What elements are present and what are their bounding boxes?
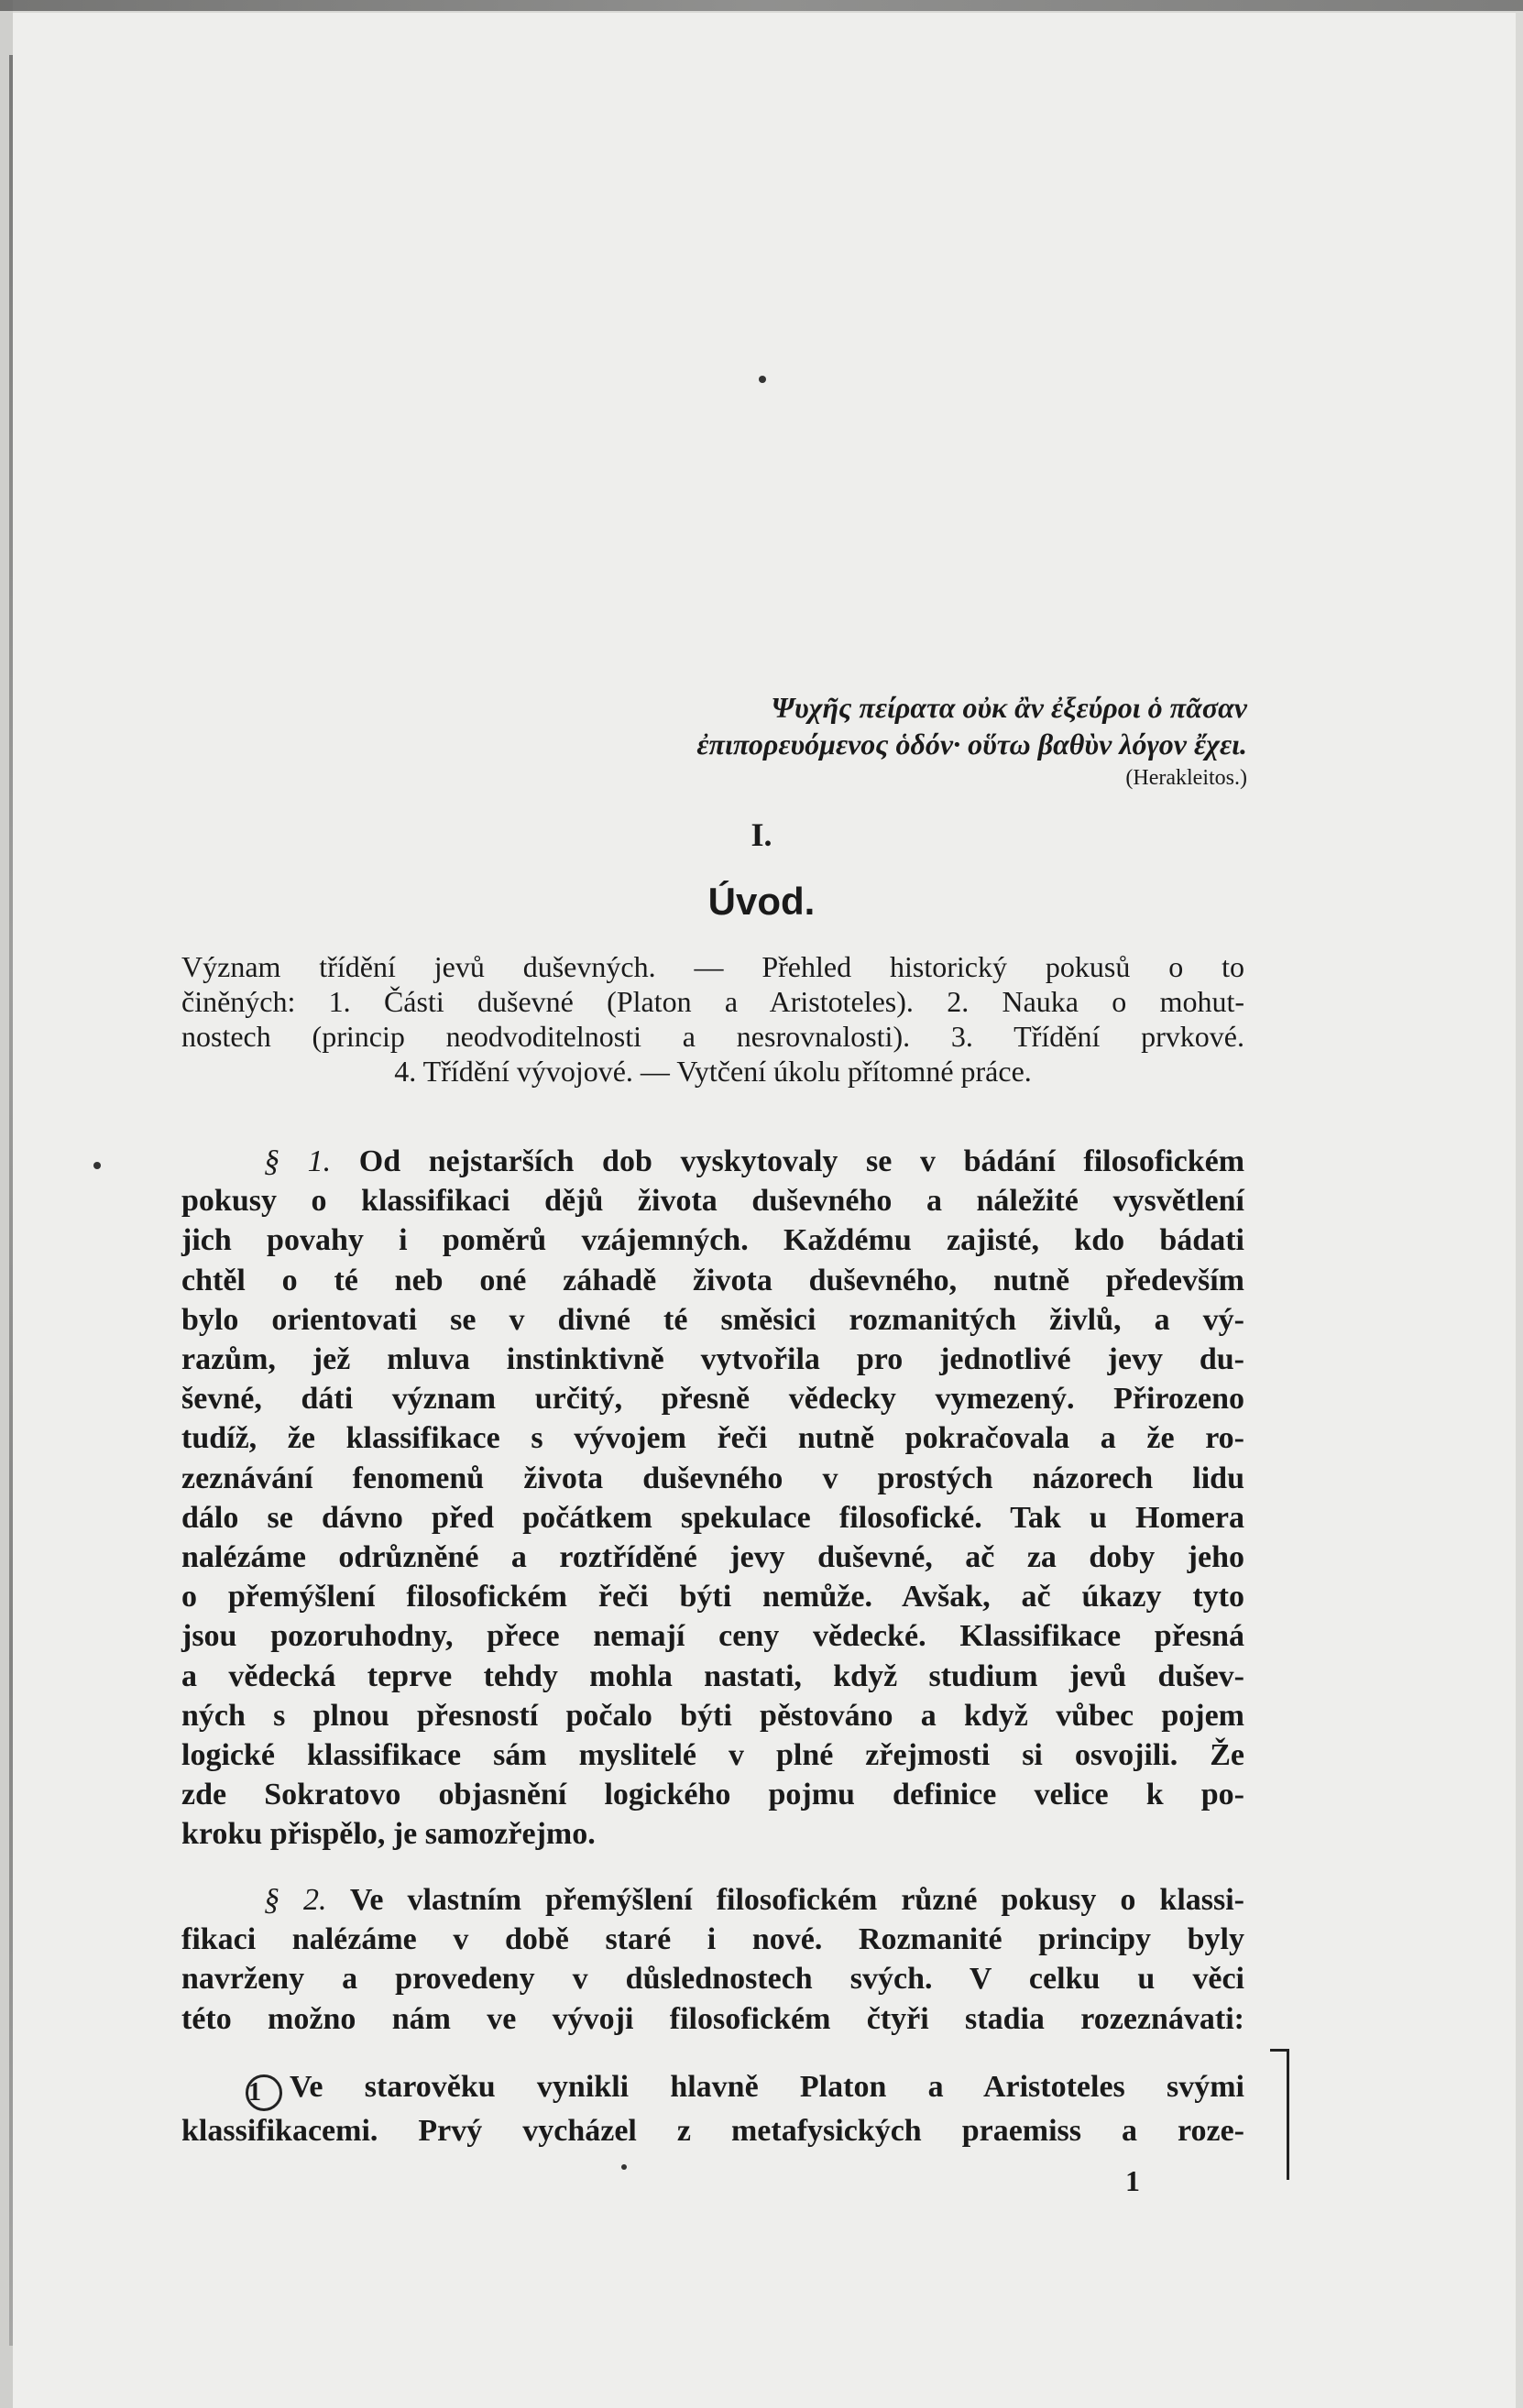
- page-number: 1: [1125, 2164, 1140, 2197]
- epigraph-source: (Herakleitos.): [1125, 766, 1247, 790]
- summary-line: činěných: 1. Části duševné (Platon a Aristoteles). 2. Nauka o mohut-: [181, 985, 1244, 1018]
- paragraph-item-1: [181, 2067, 1244, 2151]
- paragraph-line: jsou pozoruhodny, přece nemají ceny vědecké. Klassifikace přesná: [181, 1619, 1244, 1654]
- paragraph-line: fikaci nalézáme v době staré i nové. Rozmanité principy byly: [181, 1922, 1244, 1957]
- item-number-circle: 1: [246, 2074, 282, 2111]
- paragraph-line: ševné, dáti význam určitý, přesně vědecky vymezený. Přirozeno: [181, 1382, 1244, 1417]
- paragraph-line: o přemýšlení filosofickém řeči býti nemůže. Avšak, ač úkazy tyto: [181, 1580, 1244, 1614]
- speck: [759, 376, 766, 383]
- section-mark: § 1.: [264, 1144, 332, 1178]
- paragraph-line: pokusy o klassifikaci dějů života duševného a náležité vysvětlení: [181, 1184, 1244, 1219]
- paragraph-line: tudíž, že klassifikace s vývojem řeči nutně pokračovala a že ro-: [181, 1421, 1244, 1456]
- section-mark: § 2.: [264, 1883, 327, 1917]
- paragraph-section-1: [181, 1142, 1244, 1855]
- margin-bracket: [1270, 2049, 1289, 2180]
- paragraph-line: [181, 1880, 1244, 1920]
- epigraph-line: ἐπιπορευόμενος ὁδόν· οὕτω βαθὺν λόγον ἔχει.: [696, 728, 1247, 761]
- summary-line: Význam třídění jevů duševných. — Přehled historický pokusů o to: [181, 950, 1244, 983]
- paragraph-line: a vědecká teprve tehdy mohla nastati, když studium jevů dušev-: [181, 1658, 1244, 1693]
- speck: [621, 2164, 627, 2170]
- chapter-number: I.: [751, 816, 772, 853]
- paragraph-line: zeznávání fenomenů života duševného v prostých názorech lidu: [181, 1461, 1244, 1495]
- paragraph-line: [181, 1142, 1244, 1181]
- paragraph-line: logické klassifikace sám myslitelé v plné zřejmosti si osvojili. Že: [181, 1738, 1244, 1773]
- paragraph-line-text: Ve starověku vynikli hlavně Platon a Aristoteles svými: [290, 2070, 1244, 2104]
- paragraph-line: zde Sokratovo objasnění logického pojmu definice velice k po-: [181, 1778, 1244, 1812]
- paragraph-line: kroku přispělo, je samozřejmo.: [181, 1817, 596, 1852]
- paragraph-line: razům, jež mluva instinktivně vytvořila pro jednotlivé jevy du-: [181, 1342, 1244, 1377]
- paragraph-line: jich povahy i poměrů vzájemných. Každému zajisté, kdo bádati: [181, 1223, 1244, 1258]
- paragraph-line: chtěl o té neb oné záhadě života duševného, nutně především: [181, 1263, 1244, 1297]
- paragraph-section-2: [181, 1880, 1244, 2039]
- paragraph-line: [181, 2067, 1244, 2111]
- paragraph-line: ných s plnou přesností počalo býti pěstováno a když vůbec pojem: [181, 1698, 1244, 1733]
- speck: [93, 1162, 101, 1169]
- paragraph-line: dálo se dávno před počátkem spekulace filosofické. Tak u Homera: [181, 1500, 1244, 1535]
- paragraph-line-text: Ve vlastním přemýšlení filosofickém různé pokusy o klassi-: [349, 1883, 1244, 1917]
- paragraph-line: klassifikacemi. Prvý vycházel z metafysických praemiss a roze-: [181, 2114, 1244, 2148]
- summary-line: 4. Třídění vývojové. — Vytčení úkolu přítomné práce.: [394, 1055, 1032, 1088]
- paragraph-line: nalézáme odrůzněné a roztříděné jevy duševné, ač za doby jeho: [181, 1540, 1244, 1575]
- chapter-title: Úvod.: [707, 880, 816, 923]
- paragraph-line: navrženy a provedeny v důslednostech svých. V celku u věci: [181, 1962, 1244, 1997]
- paragraph-line: této možno nám ve vývoji filosofickém čtyři stadia rozeznávati:: [181, 2001, 1244, 2036]
- epigraph-line: Ψυχῆς πείρατα οὐκ ἂν ἐξεύροι ὁ πᾶσαν: [771, 691, 1247, 724]
- chapter-summary: [181, 949, 1244, 1089]
- summary-line: nostech (princip neodvoditelnosti a nesrovnalosti). 3. Třídění prvkové.: [181, 1020, 1244, 1053]
- paragraph-line: bylo orientovati se v divné té směsici rozmanitých živlů, a vý-: [181, 1302, 1244, 1337]
- scan-edge-left: [9, 55, 13, 2346]
- epigraph: [674, 689, 1247, 794]
- scan-edge-top: [0, 0, 1523, 11]
- paragraph-line-text: Od nejstarších dob vyskytovaly se v bádání filosofickém: [358, 1144, 1245, 1178]
